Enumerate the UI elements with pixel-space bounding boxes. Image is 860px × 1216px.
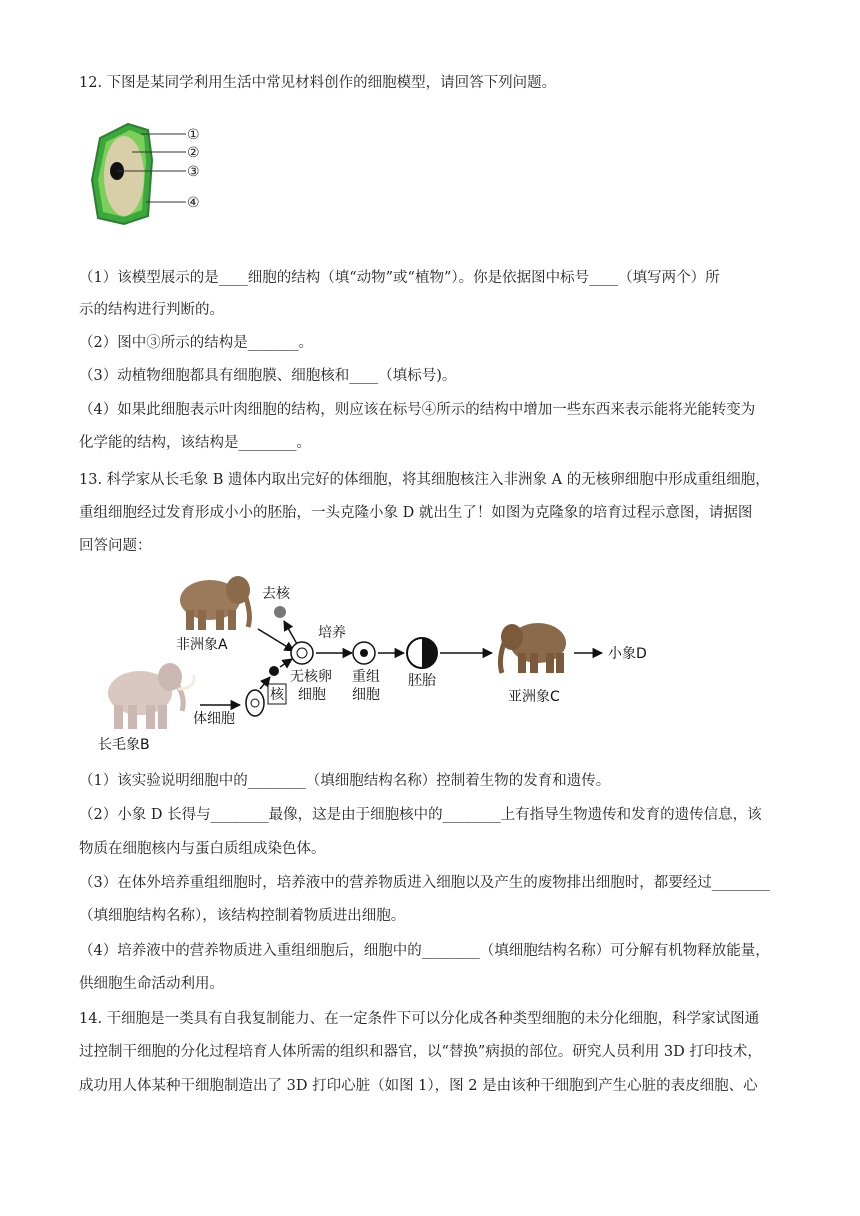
remove-nucleus-label: 去核 [262,586,290,602]
somatic-cell-label: 体细胞 [193,711,235,727]
q13-p4a: （4）培养液中的营养物质进入重组细胞后，细胞中的________（填细胞结构名称）可分解有机物释放能量， [79,943,770,959]
nucleus-label: 核 [270,687,284,703]
label-2: ② [187,145,200,161]
culture-label: 培养 [318,625,346,641]
label-3: ③ [187,164,200,180]
q14-line-3: 成功用人体某种干细胞制造出了 3D 打印心脏（如图 1），图 2 是由该种干细胞到产生心脏的表皮细胞、心 [79,1078,758,1094]
q12-p2: （2）图中③所示的结构是_______。 [79,335,313,351]
elephant-a-image [180,576,250,630]
q13-p2a: （2）小象 D 长得与________最像，这是由于细胞核中的________上有指导生物遗传和发育的遗传信息，该 [79,807,762,823]
elephant-b-label: 长毛象B [98,737,150,753]
elephant-a-label: 非洲象A [176,637,228,653]
elephant-b-image [108,663,194,729]
q13-p2b: 物质在细胞核内与蛋白质组成染色体。 [79,841,326,857]
q12-p3: （3）动植物细胞都具有细胞膜、细胞核和____（填标号)。 [79,368,457,384]
q13-p3b: （填细胞结构名称），该结构控制着物质进出细胞。 [79,908,406,924]
recombined-label-2: 细胞 [352,687,380,703]
label-4: ④ [187,195,200,211]
q12-title: 12. 下图是某同学利用生活中常见材料创作的细胞模型，请回答下列问题。 [79,75,557,91]
q12-p1a: （1）该模型展示的是____细胞的结构（填“动物”或“植物”）。你是依据图中标号____（填写两个）所 [79,270,720,286]
elephant-c-label: 亚洲象C [508,689,560,705]
q12-p1b: 示的结构进行判断的。 [79,302,224,318]
q12-p4a: （4）如果此细胞表示叶肉细胞的结构，则应该在标号④所示的结构中增加一些东西来表示能将光能转变为 [79,402,756,418]
baby-d-label: 小象D [608,646,647,662]
q13-intro-2: 重组细胞经过发育形成小小的胚胎，一头克隆小象 D 就出生了！如图为克隆象的培育过程示意图，请据图 [79,505,753,521]
recombined-label-1: 重组 [352,669,380,685]
q12-p4b: 化学能的结构，该结构是________。 [79,435,311,451]
q13-intro-1: 13. 科学家从长毛象 B 遗体内取出完好的体细胞，将其细胞核注入非洲象 A 的无核卵细胞中形成重组细胞， [79,472,770,488]
cloning-diagram [90,565,690,755]
q13-p1: （1）该实验说明细胞中的________（填细胞结构名称）控制着生物的发育和遗传。 [79,773,611,789]
embryo-label: 胚胎 [408,673,436,689]
cell-model-figure [86,120,216,230]
q13-intro-3: 回答问题： [79,538,152,554]
enucleated-egg-label-1: 无核卵 [290,669,332,685]
removed-nucleus-dot [274,606,286,618]
enucleated-egg-label-2: 细胞 [298,687,326,703]
label-1: ① [187,127,200,143]
q13-p3a: （3）在体外培养重组细胞时，培养液中的营养物质进入细胞以及产生的废物排出细胞时，都要经过________ [79,875,770,891]
donor-nucleus-dot [269,666,279,676]
q13-p4b: 供细胞生命活动利用。 [79,976,224,992]
elephant-c-image [500,623,566,673]
cytoplasm-shape [104,136,144,216]
q14-line-1: 14. 干细胞是一类具有自我复制能力、在一定条件下可以分化成各种类型细胞的未分化细胞，科学家试图通 [79,1011,760,1027]
q14-line-2: 过控制干细胞的分化过程培育人体所需的组织和器官，以“替换”病损的部位。研究人员利用 3D 打印技术， [79,1044,762,1060]
